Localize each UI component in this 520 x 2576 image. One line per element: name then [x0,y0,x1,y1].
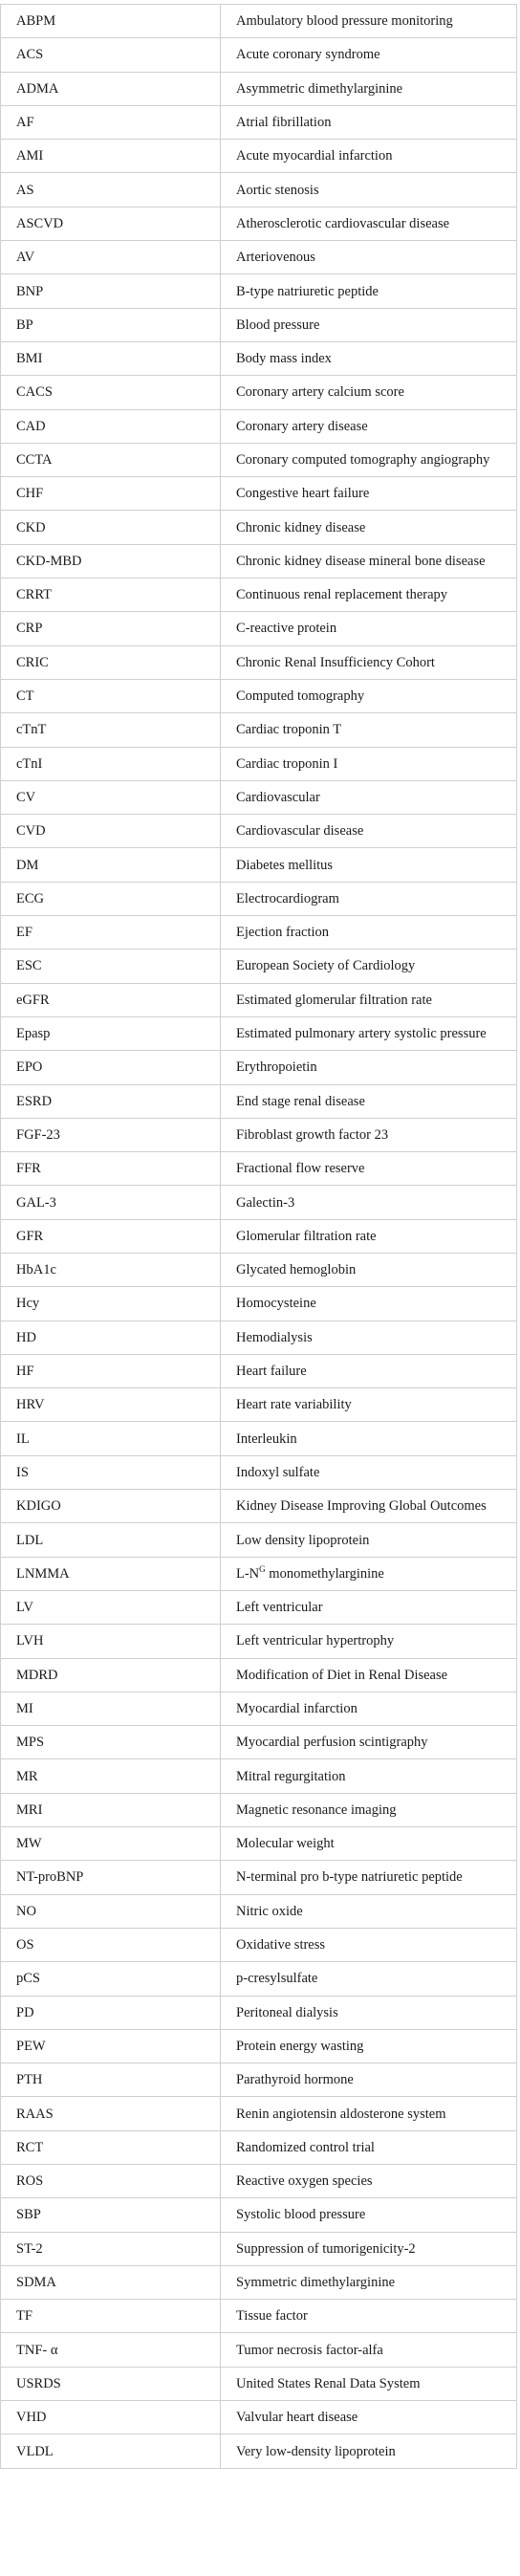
definition-cell: Electrocardiogram [221,882,517,915]
abbreviation-cell: MW [1,1827,221,1861]
definition-cell: Symmetric dimethylarginine [221,2265,517,2299]
definition-cell: Hemodialysis [221,1321,517,1354]
table-row [1,950,517,983]
definition-cell [221,1557,517,1590]
table-row [1,477,517,511]
abbreviation-cell: Epasp [1,1016,221,1050]
definition-cell: Randomized control trial [221,2130,517,2164]
table-row [1,1253,517,1286]
abbreviation-cell: ESC [1,950,221,983]
table-row [1,2097,517,2130]
abbreviation-cell: GFR [1,1219,221,1253]
definition-cell: Erythropoietin [221,1051,517,1084]
definition-cell: Cardiovascular [221,780,517,814]
table-row [1,376,517,409]
abbreviation-cell: BNP [1,274,221,308]
table-row [1,2401,517,2434]
table-row [1,815,517,848]
definition-cell: United States Renal Data System [221,2367,517,2400]
definition-cell: Asymmetric dimethylarginine [221,72,517,105]
table-row [1,1490,517,1523]
abbreviation-cell: FGF-23 [1,1118,221,1151]
table-row [1,1962,517,1996]
table-row [1,1118,517,1151]
table-row [1,612,517,645]
abbreviation-cell: LDL [1,1523,221,1557]
table-row [1,1827,517,1861]
abbreviation-cell: IS [1,1455,221,1489]
table-row [1,2165,517,2198]
table-row [1,848,517,882]
table-row [1,2367,517,2400]
abbreviation-cell: EPO [1,1051,221,1084]
abbreviation-cell: MI [1,1692,221,1725]
definition-cell: Body mass index [221,341,517,375]
abbreviation-cell: NO [1,1894,221,1928]
definition-cell: Left ventricular [221,1590,517,1624]
table-row [1,882,517,915]
abbreviations-table-container [0,4,516,2469]
abbreviation-cell: MR [1,1759,221,1793]
definition-cell: C-reactive protein [221,612,517,645]
definition-cell: Low density lipoprotein [221,1523,517,1557]
abbreviation-cell: CRP [1,612,221,645]
abbreviation-cell: Hcy [1,1287,221,1321]
abbreviation-cell: EF [1,916,221,950]
table-row [1,713,517,747]
table-row [1,1658,517,1692]
abbreviation-cell: PTH [1,2063,221,2097]
abbreviation-cell: eGFR [1,983,221,1016]
abbreviation-cell: ACS [1,38,221,72]
abbreviation-cell: MRI [1,1793,221,1826]
table-row [1,780,517,814]
abbreviation-cell: CKD-MBD [1,544,221,578]
abbreviation-cell: CHF [1,477,221,511]
table-row [1,1388,517,1422]
abbreviation-cell: AS [1,173,221,207]
table-row [1,747,517,780]
abbreviation-cell: KDIGO [1,1490,221,1523]
abbreviation-cell: BP [1,308,221,341]
table-row [1,409,517,443]
table-row [1,1590,517,1624]
abbreviation-cell: TF [1,2300,221,2333]
definition-cell: Myocardial infarction [221,1692,517,1725]
table-row [1,140,517,173]
abbreviation-cell: CRIC [1,645,221,679]
abbreviation-cell: HF [1,1354,221,1387]
definition-cell: Acute myocardial infarction [221,140,517,173]
definition-cell: p-cresylsulfate [221,1962,517,1996]
abbreviation-cell: CACS [1,376,221,409]
abbreviation-cell: TNF- α [1,2333,221,2367]
abbreviation-cell: MPS [1,1726,221,1759]
definition-cell: Cardiac troponin I [221,747,517,780]
definition-cell: Glomerular filtration rate [221,1219,517,1253]
table-row [1,1219,517,1253]
definition-cell: Kidney Disease Improving Global Outcomes [221,1490,517,1523]
definition-superscript: G [259,1563,266,1574]
definition-cell: Valvular heart disease [221,2401,517,2434]
abbreviation-cell: PD [1,1996,221,2029]
abbreviations-table-body [1,5,517,2469]
abbreviation-cell: LV [1,1590,221,1624]
table-row [1,207,517,240]
definition-cell: Heart rate variability [221,1388,517,1422]
table-row [1,1793,517,1826]
abbreviation-cell: ASCVD [1,207,221,240]
definition-cell: Atrial fibrillation [221,105,517,139]
table-row [1,72,517,105]
table-row [1,2333,517,2367]
definition-cell: Acute coronary syndrome [221,38,517,72]
definition-cell: Coronary computed tomography angiography [221,443,517,476]
definition-cell: Fractional flow reserve [221,1152,517,1186]
definition-cell: Chronic Renal Insufficiency Cohort [221,645,517,679]
table-row [1,544,517,578]
abbreviation-cell: OS [1,1928,221,1961]
table-row [1,1354,517,1387]
definition-cell: B-type natriuretic peptide [221,274,517,308]
definition-cell: Tissue factor [221,2300,517,2333]
table-row [1,1928,517,1961]
table-row [1,2300,517,2333]
definition-cell: Magnetic resonance imaging [221,1793,517,1826]
definition-cell: Estimated glomerular filtration rate [221,983,517,1016]
definition-cell: N-terminal pro b-type natriuretic peptide [221,1861,517,1894]
abbreviation-cell: ADMA [1,72,221,105]
table-row [1,443,517,476]
definition-cell: Parathyroid hormone [221,2063,517,2097]
abbreviation-cell: LNMMA [1,1557,221,1590]
table-row [1,1557,517,1590]
definition-cell: Congestive heart failure [221,477,517,511]
abbreviation-cell: cTnI [1,747,221,780]
abbreviation-cell: HRV [1,1388,221,1422]
abbreviation-cell: CT [1,679,221,712]
definition-cell: Peritoneal dialysis [221,1996,517,2029]
table-row [1,1186,517,1219]
table-row [1,511,517,544]
table-row [1,2130,517,2164]
definition-cell: Diabetes mellitus [221,848,517,882]
table-row [1,2265,517,2299]
definition-cell: Ambulatory blood pressure monitoring [221,5,517,38]
table-row [1,1051,517,1084]
table-row [1,241,517,274]
table-row [1,1287,517,1321]
abbreviation-cell: VHD [1,2401,221,2434]
definition-cell: End stage renal disease [221,1084,517,1118]
definition-text: L-N [236,1565,260,1582]
table-row [1,38,517,72]
abbreviation-cell: CCTA [1,443,221,476]
abbreviation-cell: PEW [1,2029,221,2063]
table-row [1,983,517,1016]
table-row [1,1523,517,1557]
table-row [1,1894,517,1928]
definition-cell: Coronary artery disease [221,409,517,443]
abbreviation-cell: CVD [1,815,221,848]
abbreviation-cell: SDMA [1,2265,221,2299]
definition-cell: Computed tomography [221,679,517,712]
abbreviation-cell: GAL-3 [1,1186,221,1219]
abbreviation-cell: VLDL [1,2434,221,2468]
table-row [1,579,517,612]
table-row [1,1726,517,1759]
definition-cell: Blood pressure [221,308,517,341]
abbreviation-cell: IL [1,1422,221,1455]
abbreviation-cell: AV [1,241,221,274]
abbreviation-cell: SBP [1,2198,221,2232]
definition-text-continued: monomethylarginine [265,1565,384,1582]
definition-cell: Chronic kidney disease mineral bone disease [221,544,517,578]
abbreviation-cell: ROS [1,2165,221,2198]
table-row [1,105,517,139]
table-row [1,1759,517,1793]
table-row [1,1861,517,1894]
abbreviation-cell: BMI [1,341,221,375]
table-row [1,2232,517,2265]
table-row [1,173,517,207]
abbreviation-cell: cTnT [1,713,221,747]
table-row [1,1422,517,1455]
abbreviation-cell: HD [1,1321,221,1354]
abbreviation-cell: pCS [1,1962,221,1996]
abbreviation-cell: FFR [1,1152,221,1186]
definition-cell: Glycated hemoglobin [221,1253,517,1286]
definition-cell: Cardiovascular disease [221,815,517,848]
table-row [1,2029,517,2063]
abbreviation-cell: CV [1,780,221,814]
abbreviation-cell: AF [1,105,221,139]
abbreviation-cell: AMI [1,140,221,173]
abbreviation-cell: USRDS [1,2367,221,2400]
definition-cell: Estimated pulmonary artery systolic pressure [221,1016,517,1050]
abbreviation-cell: DM [1,848,221,882]
table-row [1,1321,517,1354]
definition-cell: Oxidative stress [221,1928,517,1961]
abbreviation-cell: ESRD [1,1084,221,1118]
definition-cell: Arteriovenous [221,241,517,274]
abbreviation-cell: ABPM [1,5,221,38]
definition-cell: Interleukin [221,1422,517,1455]
definition-cell: Renin angiotensin aldosterone system [221,2097,517,2130]
definition-cell: Modification of Diet in Renal Disease [221,1658,517,1692]
definition-cell: Indoxyl sulfate [221,1455,517,1489]
abbreviation-cell: RAAS [1,2097,221,2130]
abbreviation-cell: NT-proBNP [1,1861,221,1894]
abbreviation-cell: CRRT [1,579,221,612]
table-row [1,1692,517,1725]
table-row [1,916,517,950]
definition-cell: Heart failure [221,1354,517,1387]
definition-cell: Ejection fraction [221,916,517,950]
table-row [1,679,517,712]
definition-cell: Protein energy wasting [221,2029,517,2063]
abbreviation-cell: HbA1c [1,1253,221,1286]
table-row [1,274,517,308]
definition-cell: European Society of Cardiology [221,950,517,983]
definition-cell: Myocardial perfusion scintigraphy [221,1726,517,1759]
abbreviation-cell: LVH [1,1625,221,1658]
abbreviation-cell: MDRD [1,1658,221,1692]
table-row [1,2198,517,2232]
abbreviation-cell: CAD [1,409,221,443]
definition-cell: Nitric oxide [221,1894,517,1928]
abbreviation-cell: ECG [1,882,221,915]
definition-cell: Reactive oxygen species [221,2165,517,2198]
abbreviation-cell: RCT [1,2130,221,2164]
definition-cell: Fibroblast growth factor 23 [221,1118,517,1151]
table-row [1,1152,517,1186]
definition-cell: Atherosclerotic cardiovascular disease [221,207,517,240]
definition-cell: Suppression of tumorigenicity-2 [221,2232,517,2265]
definition-cell: Very low-density lipoprotein [221,2434,517,2468]
definition-cell: Molecular weight [221,1827,517,1861]
definition-cell: Aortic stenosis [221,173,517,207]
table-row [1,2063,517,2097]
table-row [1,5,517,38]
definition-cell: Mitral regurgitation [221,1759,517,1793]
abbreviation-cell: CKD [1,511,221,544]
definition-cell: Cardiac troponin T [221,713,517,747]
table-row [1,341,517,375]
table-row [1,308,517,341]
definition-cell: Left ventricular hypertrophy [221,1625,517,1658]
table-row [1,1016,517,1050]
definition-cell: Systolic blood pressure [221,2198,517,2232]
table-row [1,1084,517,1118]
table-row [1,2434,517,2468]
definition-cell: Homocysteine [221,1287,517,1321]
table-row [1,1996,517,2029]
table-row [1,645,517,679]
definition-cell: Chronic kidney disease [221,511,517,544]
abbreviation-cell: ST-2 [1,2232,221,2265]
abbreviations-table [0,4,517,2469]
definition-cell: Tumor necrosis factor-alfa [221,2333,517,2367]
definition-cell: Galectin-3 [221,1186,517,1219]
table-row [1,1455,517,1489]
table-row [1,1625,517,1658]
definition-cell: Continuous renal replacement therapy [221,579,517,612]
definition-cell: Coronary artery calcium score [221,376,517,409]
